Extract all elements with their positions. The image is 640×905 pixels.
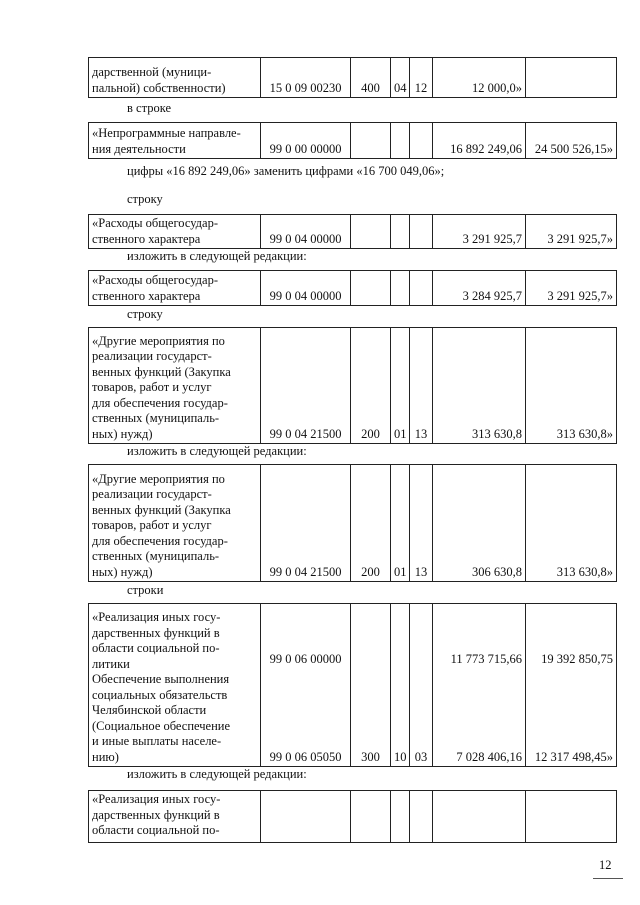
amount-2 xyxy=(526,791,617,843)
amount-2: 313 630,8» xyxy=(526,465,617,582)
section xyxy=(391,123,410,159)
table-row xyxy=(89,328,617,444)
name-line: для обеспечения государ- xyxy=(92,395,228,410)
name-line: дарственных функций в xyxy=(92,807,220,822)
subsection xyxy=(410,215,433,249)
budget-table-5 xyxy=(88,327,617,444)
table-row xyxy=(89,791,617,843)
item-name xyxy=(89,328,261,444)
amount-1 xyxy=(433,791,526,843)
subsection xyxy=(410,791,433,843)
amount-1: 12 000,0» xyxy=(433,58,526,98)
amount-2: 19 392 850,75 xyxy=(541,652,613,666)
item-name xyxy=(89,123,261,159)
budget-table-2 xyxy=(88,122,617,159)
amount-1: 3 291 925,7 xyxy=(433,215,526,249)
amount-1: 7 028 406,16 xyxy=(456,749,522,764)
section xyxy=(391,271,410,306)
subsection xyxy=(410,271,433,306)
expense-type xyxy=(351,271,391,306)
name-line: «Непрограммные направле- xyxy=(92,126,241,140)
name-line: «Реализация иных госу- xyxy=(92,792,221,806)
subsection xyxy=(410,123,433,159)
section xyxy=(391,215,410,249)
name-line: для обеспечения государ- xyxy=(92,533,228,548)
subsection: 13 xyxy=(410,465,433,582)
name-line: «Расходы общегосудар- xyxy=(92,216,219,230)
target-code: 99 0 00 00000 xyxy=(261,123,351,159)
subsection: 12 xyxy=(410,58,433,98)
section: 04 xyxy=(391,58,410,98)
name-line: реализации государст- xyxy=(92,349,212,363)
name-line: венных функций (Закупка xyxy=(92,502,231,517)
page-number: 12 xyxy=(599,858,612,872)
section: 01 xyxy=(391,465,410,582)
instruction-text: изложить в следующей редакции: xyxy=(127,767,307,781)
instruction-text: цифры «16 892 249,06» заменить цифрами «16 700 049,06»; xyxy=(127,164,445,178)
name-line: «Реализация иных госу- xyxy=(92,610,221,624)
instruction-text: строку xyxy=(127,307,163,321)
name-line: товаров, работ и услуг xyxy=(92,518,212,532)
table-row xyxy=(89,58,617,98)
name-line: ственных (муниципаль- xyxy=(92,549,220,563)
budget-table-6 xyxy=(88,464,617,582)
expense-type: 200 xyxy=(351,465,391,582)
target-code: 15 0 09 00230 xyxy=(261,58,351,98)
name-line: «Расходы общегосудар- xyxy=(92,273,219,287)
budget-table-3 xyxy=(88,214,617,249)
name-line: ных) нужд) xyxy=(92,426,153,441)
budget-table-1 xyxy=(88,57,617,98)
name-line: ственного характера xyxy=(92,288,201,303)
name-line: ственного характера xyxy=(92,231,201,246)
table-row xyxy=(89,271,617,306)
name-line: дарственных функций в xyxy=(92,625,220,640)
name-line: «Другие мероприятия по xyxy=(92,471,225,486)
expense-type xyxy=(351,215,391,249)
table-row xyxy=(89,604,617,767)
amount-2: 313 630,8» xyxy=(526,328,617,444)
amount-1: 16 892 249,06 xyxy=(433,123,526,159)
target-code: 99 0 06 00000 xyxy=(269,652,342,666)
instruction-text: в строке xyxy=(127,101,172,115)
expense-type xyxy=(351,123,391,159)
name-line: нию) xyxy=(92,749,119,764)
item-name xyxy=(89,215,261,249)
budget-table-4 xyxy=(88,270,617,306)
name-line: Челябинской области xyxy=(92,703,207,717)
target-code: 99 0 06 05050 xyxy=(269,749,342,764)
table-row xyxy=(89,215,617,249)
name-line: социальных обязательств xyxy=(92,687,228,702)
instruction-text: строку xyxy=(127,192,163,206)
expense-type: 400 xyxy=(351,58,391,98)
subsection: 03 xyxy=(410,604,433,767)
footer-rule xyxy=(593,878,623,879)
instruction-text: строки xyxy=(127,583,164,597)
amount-2: 3 291 925,7» xyxy=(526,271,617,306)
name-line: реализации государст- xyxy=(92,487,212,501)
item-name xyxy=(89,465,261,582)
section: 10 xyxy=(391,604,410,767)
instruction-text: изложить в следующей редакции: xyxy=(127,444,307,458)
budget-table-8 xyxy=(88,790,617,843)
item-name xyxy=(89,604,261,767)
name-line: (Социальное обеспечение xyxy=(92,718,231,733)
target-code: 99 0 04 00000 xyxy=(261,271,351,306)
amount-1: 306 630,8 xyxy=(433,465,526,582)
name-line: области социальной по- xyxy=(92,823,220,837)
amount-1: 11 773 715,66 xyxy=(450,652,522,666)
name-line: «Другие мероприятия по xyxy=(92,333,225,348)
table-row xyxy=(89,123,617,159)
name-line: ственных (муниципаль- xyxy=(92,411,220,425)
subsection: 13 xyxy=(410,328,433,444)
item-name xyxy=(89,791,261,843)
amount-1: 313 630,8 xyxy=(433,328,526,444)
amount-2-cell xyxy=(526,604,617,767)
table-row xyxy=(89,465,617,582)
amount-2 xyxy=(526,58,617,98)
name-line: пальной) собственности) xyxy=(92,80,226,95)
amount-1: 3 284 925,7 xyxy=(433,271,526,306)
name-line: венных функций (Закупка xyxy=(92,364,231,379)
name-line: товаров, работ и услуг xyxy=(92,380,212,394)
name-line: и иные выплаты населе- xyxy=(92,734,222,748)
section: 01 xyxy=(391,328,410,444)
expense-type xyxy=(351,791,391,843)
amount-2: 3 291 925,7» xyxy=(526,215,617,249)
expense-type: 200 xyxy=(351,328,391,444)
name-line: области социальной по- xyxy=(92,641,220,655)
target-code: 99 0 04 21500 xyxy=(261,465,351,582)
instruction-text: изложить в следующей редакции: xyxy=(127,249,307,263)
name-line: ных) нужд) xyxy=(92,564,153,579)
name-line: ния деятельности xyxy=(92,141,186,156)
amount-1-cell xyxy=(433,604,526,767)
item-name xyxy=(89,58,261,98)
name-line: Обеспечение выполнения xyxy=(92,672,230,686)
item-name xyxy=(89,271,261,306)
target-code: 99 0 04 21500 xyxy=(261,328,351,444)
name-line: дарственной (муници- xyxy=(92,65,212,79)
expense-type: 300 xyxy=(351,604,391,767)
name-line: литики xyxy=(92,656,130,671)
budget-table-7 xyxy=(88,603,617,767)
target-code-cell xyxy=(261,604,351,767)
section xyxy=(391,791,410,843)
target-code: 99 0 04 00000 xyxy=(261,215,351,249)
amount-2: 24 500 526,15» xyxy=(526,123,617,159)
target-code xyxy=(261,791,351,843)
amount-2: 12 317 498,45» xyxy=(534,749,613,764)
